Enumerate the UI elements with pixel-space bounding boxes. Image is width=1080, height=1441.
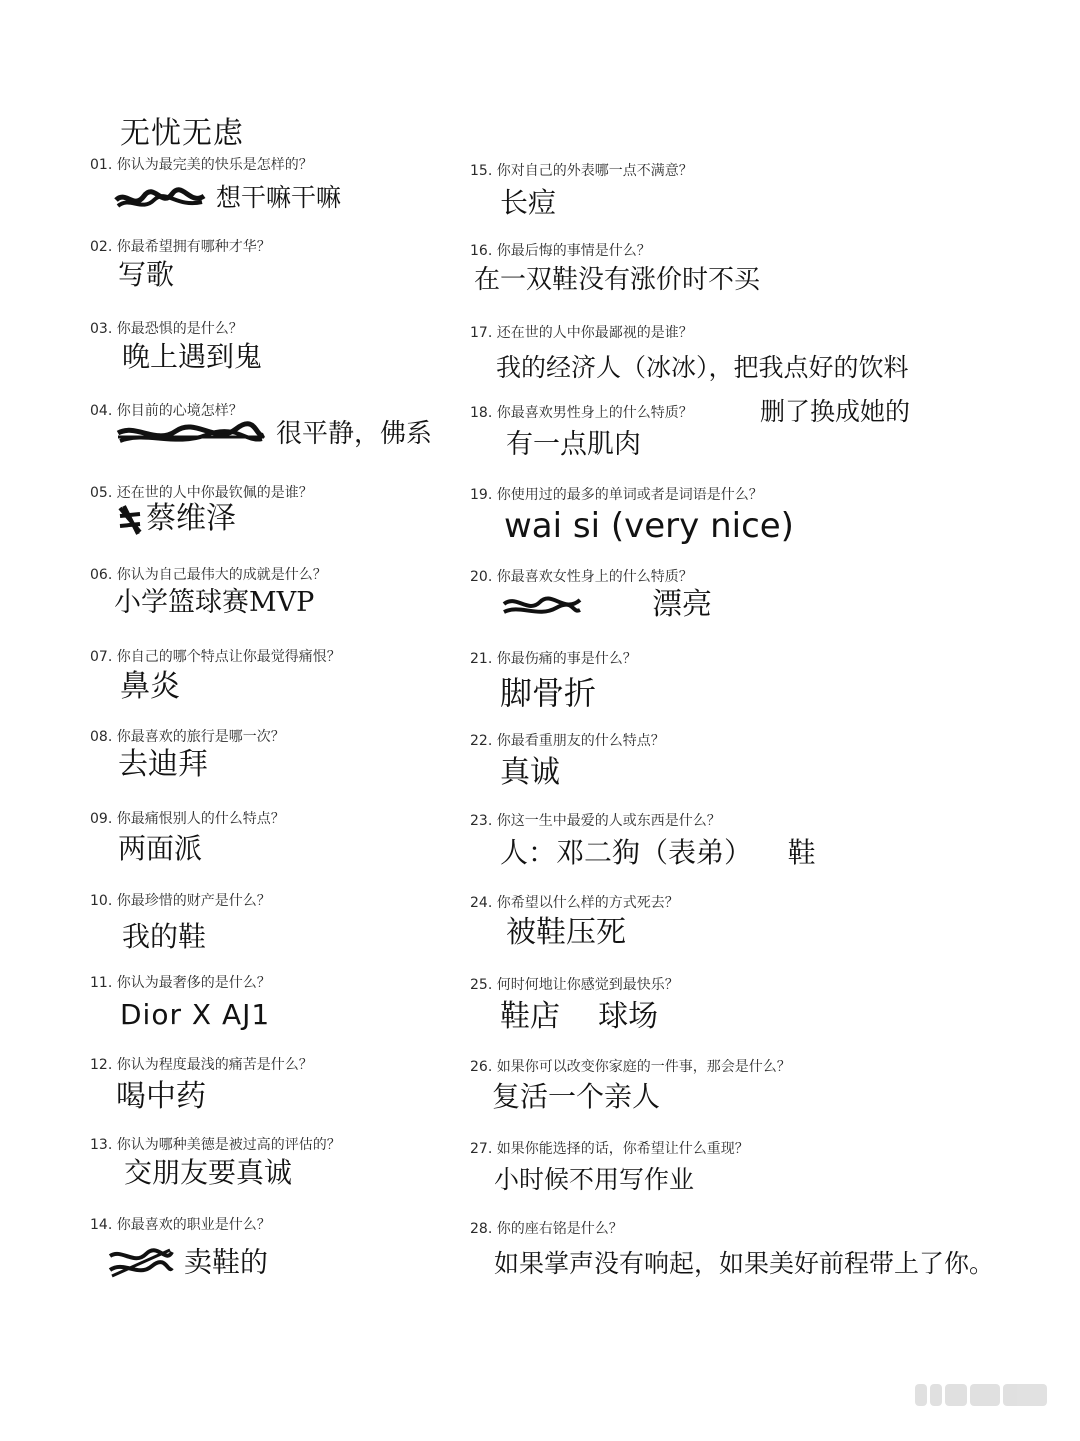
question-text: 04. 你目前的心境怎样？ bbox=[90, 403, 243, 419]
question-text: 14. 你最喜欢的职业是什么？ bbox=[90, 1217, 271, 1233]
crossed-out-scribble bbox=[114, 186, 206, 214]
answer-continuation: 删了换成她的 bbox=[760, 397, 911, 426]
question-text: 26. 如果你可以改变你家庭的一件事，那会是什么？ bbox=[470, 1059, 791, 1075]
watermark bbox=[915, 1382, 1065, 1408]
answer-text: 长痘 bbox=[500, 186, 557, 219]
question-text: 19. 你使用过的最多的单词或者是词语是什么？ bbox=[470, 487, 763, 503]
question-text: 03. 你最恐惧的是什么？ bbox=[90, 321, 243, 337]
question-text: 27. 如果你能选择的话，你希望让什么重现？ bbox=[470, 1141, 749, 1157]
crossed-out-scribble bbox=[118, 504, 142, 536]
crossed-out-scribble bbox=[502, 592, 582, 620]
answer-text: wai si (very nice) bbox=[504, 506, 794, 546]
crossed-out-scribble bbox=[116, 421, 266, 449]
question-text: 22. 你最看重朋友的什么特点？ bbox=[470, 733, 665, 749]
answer-text: 复活一个亲人 bbox=[492, 1080, 661, 1113]
question-text: 17. 还在世的人中你最鄙视的是谁？ bbox=[470, 325, 693, 341]
handwritten-heading: 无忧无虑 bbox=[120, 116, 244, 151]
answer-text: 两面派 bbox=[118, 832, 203, 865]
answer-text: 我的经济人（冰冰），把我点好的饮料 bbox=[496, 353, 909, 382]
question-text: 12. 你认为程度最浅的痛苦是什么？ bbox=[90, 1057, 313, 1073]
answer-text: 漂亮 bbox=[502, 588, 712, 621]
answer-text: 交朋友要真诚 bbox=[124, 1156, 293, 1189]
answer-text: 喝中药 bbox=[116, 1079, 206, 1114]
answer-text: 我的鞋 bbox=[122, 920, 207, 953]
question-text: 16. 你最后悔的事情是什么？ bbox=[470, 243, 651, 259]
question-text: 09. 你最痛恨别人的什么特点？ bbox=[90, 811, 285, 827]
question-text: 01. 你认为最完美的快乐是怎样的？ bbox=[90, 157, 313, 173]
question-text: 11. 你认为最奢侈的是什么？ bbox=[90, 975, 271, 991]
answer-text: 想干嘛干嘛 bbox=[114, 184, 341, 214]
question-text: 10. 你最珍惜的财产是什么？ bbox=[90, 893, 271, 909]
answer-text: 在一双鞋没有涨价时不买 bbox=[474, 265, 761, 295]
answer-text: 脚骨折 bbox=[500, 674, 597, 712]
question-text: 13. 你认为哪种美德是被过高的评估的？ bbox=[90, 1137, 341, 1153]
question-text: 21. 你最伤痛的事是什么？ bbox=[470, 651, 637, 667]
question-text: 20. 你最喜欢女性身上的什么特质？ bbox=[470, 569, 693, 585]
answer-text: 鼻炎 bbox=[120, 669, 180, 704]
question-text: 18. 你最喜欢男性身上的什么特质？ bbox=[470, 405, 693, 421]
answer-text: 人：邓二狗（表弟） 鞋 bbox=[500, 836, 816, 869]
answer-text: 真诚 bbox=[500, 755, 560, 790]
answer-text: 蔡维泽 bbox=[118, 502, 236, 536]
answer-text: 去迪拜 bbox=[118, 747, 208, 782]
answer-text: 如果掌声没有响起，如果美好前程带上了你。 bbox=[494, 1249, 995, 1278]
answer-text: 小时候不用写作业 bbox=[494, 1165, 695, 1194]
answer-text: 卖鞋的 bbox=[108, 1246, 268, 1282]
question-text: 24. 你希望以什么样的方式死去？ bbox=[470, 895, 679, 911]
question-text: 23. 你这一生中最爱的人或东西是什么？ bbox=[470, 813, 721, 829]
crossed-out-scribble bbox=[108, 1246, 174, 1282]
question-text: 08. 你最喜欢的旅行是哪一次？ bbox=[90, 729, 285, 745]
answer-text: 鞋店 球场 bbox=[500, 999, 659, 1034]
answer-text: 写歌 bbox=[118, 258, 175, 291]
question-text: 06. 你认为自己最伟大的成就是什么？ bbox=[90, 567, 327, 583]
answer-text: 晚上遇到鬼 bbox=[122, 340, 263, 373]
question-text: 25. 何时何地让你感觉到最快乐？ bbox=[470, 977, 679, 993]
question-text: 15. 你对自己的外表哪一点不满意？ bbox=[470, 163, 693, 179]
question-text: 05. 还在世的人中你最钦佩的是谁？ bbox=[90, 485, 313, 501]
answer-text: 被鞋压死 bbox=[506, 915, 626, 950]
question-text: 28. 你的座右铭是什么？ bbox=[470, 1221, 623, 1237]
question-text: 07. 你自己的哪个特点让你最觉得痛恨？ bbox=[90, 649, 341, 665]
answer-text: 很平静，佛系 bbox=[116, 420, 432, 449]
answer-text: Dior X AJ1 bbox=[120, 998, 271, 1031]
answer-text: 有一点肌肉 bbox=[506, 429, 641, 460]
answer-text: 小学篮球赛MVP bbox=[114, 587, 315, 618]
question-text: 02. 你最希望拥有哪种才华？ bbox=[90, 239, 271, 255]
